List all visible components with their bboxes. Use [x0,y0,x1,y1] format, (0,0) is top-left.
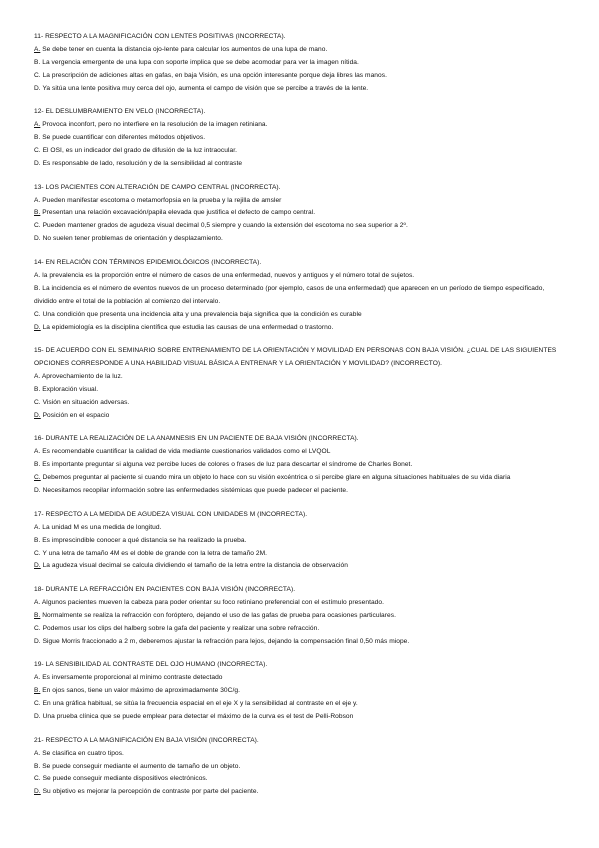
question-block [34,659,565,724]
answer-option [34,535,565,548]
answer-option [34,132,565,145]
question-block [34,509,565,574]
answer-option [34,560,565,573]
answer-option [34,672,565,685]
answer-text: Su objetivo es mejorar la percepción de contraste por parte del paciente. [40,788,259,796]
answer-option [34,410,565,423]
answer-option [34,371,565,384]
answer-option [34,207,565,220]
answer-letter: C. [34,147,41,155]
answer-option [34,748,565,761]
answer-option [34,446,565,459]
answer-option [34,233,565,246]
answer-text: la prevalencia es la proporción entre el número de casos de una enfermedad, nuevos y antiguos y el número total de sujetos. [40,271,415,279]
answer-option [34,472,565,485]
answer-text: Exploración visual. [40,385,99,393]
answer-text: Una prueba clínica que se puede emplear para detectar el máximo de la curva es el test de Pelli-Robson [40,713,354,721]
answer-option [34,623,565,636]
answer-text: Y una letra de tamaño 4M es el doble de grande con la letra de tamaño 2M. [40,549,268,557]
answer-letter: C. [34,71,41,79]
answer-letter: B. [34,284,41,292]
answer-option [34,322,565,335]
answer-option [34,485,565,498]
answer-text: Pueden mantener grados de agudeza visual decimal 0,5 siempre y cuando la extensión del escotoma no sea superior a 2º. [40,222,408,230]
answer-letter: A. [34,599,41,607]
question-block [34,433,565,498]
answer-text: En una gráfica habitual, se sitúa la frecuencia espacial en el eje X y la sensibilidad al contraste en el eje y. [40,700,358,708]
answer-letter: D. [34,487,41,495]
answer-text: Debemos preguntar al paciente si cuando mira un objeto lo hace con su visión excéntrica o si percibe glare en alguna situaciones habituales de su vida diaria [40,474,511,482]
answer-letter: C. [34,222,41,230]
question-title: 12- EL DESLUMBRAMIENTO EN VELO (INCORRECTA). [34,108,206,116]
answer-letter: D. [34,235,41,243]
answer-letter: C. [34,624,41,632]
answer-option [34,597,565,610]
question-block [34,735,565,800]
answer-option [34,761,565,774]
answer-text: Una condición que presenta una incidencia alta y una prevalencia baja significa que la condición es curable [40,310,362,318]
answer-letter: A. [34,674,41,682]
answer-text: La agudeza visual decimal se calcula dividiendo el tamaño de la letra entre la distancia de observación [40,562,348,570]
answer-text: Pueden manifestar escotoma o metamorfopsia en la prueba y la rejilla de amsler [40,196,282,204]
answer-option [34,548,565,561]
answer-letter: D. [34,84,41,92]
answer-letter: B. [34,385,41,393]
answer-letter: C. [34,310,41,318]
answer-option [34,636,565,649]
answer-option [34,711,565,724]
question-title: 17- RESPECTO A LA MEDIDA DE AGUDEZA VISUAL CON UNIDADES M (INCORRECTA). [34,510,308,518]
answer-text: La unidad M es una medida de longitud. [40,523,162,531]
answer-letter: A. [34,448,41,456]
answer-text: La vergencia emergente de una lupa con soporte implica que se debe acomodar para ver la imagen nítida. [40,58,359,66]
answer-text: Se puede conseguir mediante dispositivos electrónicos. [40,775,208,783]
answer-letter: A. [34,749,41,757]
answer-text: Podemos usar los clips del halberg sobre la gafa del paciente y realizar una sobre refracción. [40,624,320,632]
answer-letter: B. [34,536,41,544]
answer-text: Es importante preguntar si alguna vez percibe luces de colores o frases de luz para descartar el síndrome de Charles Bonet. [40,461,413,469]
question-block [34,31,565,96]
answer-letter-underlined: B. [34,611,41,619]
answer-letter: C. [34,549,41,557]
answer-option [34,397,565,410]
answer-letter: A. [34,196,41,204]
answer-option [34,685,565,698]
question-title: 18- DURANTE LA REFRACCIÓN EN PACIENTES CON BAJA VISIÓN (INCORRECTA). [34,586,296,594]
question-title: 19- LA SENSIBILIDAD AL CONTRASTE DEL OJO HUMANO (INCORRECTA). [34,661,268,669]
answer-option [34,610,565,623]
question-block [34,345,565,422]
answer-option [34,309,565,322]
question-title: 21- RESPECTO A LA MAGNIFICACIÓN EN BAJA VISIÓN (INCORRECTA). [34,736,259,744]
answer-letter: A. [34,523,41,531]
answer-letter: C. [34,398,41,406]
answer-option [34,158,565,171]
question-block [34,257,565,334]
question-title: 14- EN RELACIÓN CON TÉRMINOS EPIDEMIOLÓGICOS (INCORRECTA). [34,258,262,266]
answer-text: Aprovechamiento de la luz. [40,373,123,381]
answer-text: El OSI, es un indicador del grado de difusión de la luz intraocular. [40,147,237,155]
question-title: 16- DURANTE LA REALIZACIÓN DE LA ANAMNESIS EN UN PACIENTE DE BAJA VISIÓN (INCORRECTA). [34,435,359,443]
answer-option [34,195,565,208]
answer-text: Provoca inconfort, pero no interfiere en la resolución de la imagen retiniana. [40,121,268,129]
answer-text: Es recomendable cuantificar la calidad de vida mediante cuestionarios validados como el LVQOL [40,448,331,456]
answer-text: Sigue Morris fraccionado a 2 m, deberemos ajustar la refracción para lejos, dejando la compensación final 0,50 más miope. [40,637,410,645]
answer-option [34,83,565,96]
answer-option [34,522,565,535]
answer-option [34,220,565,233]
answer-text: Necesitamos recopilar información sobre las enfermedades sistémicas que puede padecer el paciente. [40,487,349,495]
answer-letter: B. [34,461,41,469]
answer-letter: D. [34,713,41,721]
answer-option [34,698,565,711]
answer-text: No suelen tener problemas de orientación y desplazamiento. [40,235,223,243]
question-title: 15- DE ACUERDO CON EL SEMINARIO SOBRE ENTRENAMIENTO DE LA ORIENTACIÓN Y MOVILIDAD EN PERSONAS CON BAJA VISIÓN. ¿CUAL DE LAS SIGUIENTES OPCIONES CORRESPONDE A UNA HABILIDAD VISUAL BÁSICA A ENTRENAR Y LA ORIENTACIÓN Y MOVILIDAD? (INCORRECTO). [34,347,557,368]
answer-letter: B. [34,762,41,770]
answer-option [34,773,565,786]
answer-text: Se puede cuantificar con diferentes métodos objetivos. [40,134,206,142]
answer-letter: D. [34,159,41,167]
answer-letter: C. [34,700,41,708]
answer-option [34,44,565,57]
question-title: 13- LOS PACIENTES CON ALTERACIÓN DE CAMPO CENTRAL (INCORRECTA). [34,183,281,191]
question-block [34,584,565,649]
answer-letter-underlined: A. [34,121,41,129]
answer-text: En ojos sanos, tiene un valor máximo de aproximadamente 30C/g. [40,687,240,695]
answer-letter: D. [34,637,41,645]
answer-text: Es imprescindible conocer a qué distancia se ha realizado la prueba. [40,536,247,544]
answer-text: Es inversamente proporcional al mínimo contraste detectado [40,674,223,682]
question-title: 11- RESPECTO A LA MAGNIFICACIÓN CON LENTES POSITIVAS (INCORRECTA). [34,33,286,40]
answer-text: Visión en situación adversas. [40,398,130,406]
answer-letter-underlined: B. [34,209,41,217]
answer-text: La prescripción de adiciones altas en gafas, en baja Visión, es una opción interesante porque deja libres las manos. [40,71,387,79]
answer-letter: A. [34,271,41,279]
answer-letter-underlined: D. [34,562,41,570]
answer-text: Presentan una relación excavación/papila elevada que justifica el defecto de campo central. [40,209,316,217]
answer-text: Ya sitúa una lente positiva muy cerca del ojo, aumenta el campo de visión que se percibe a través de la lente. [40,84,369,92]
answer-text: Normalmente se realiza la refracción con foróptero, dejando el uso de las gafas de prueba para ocasiones particulares. [40,611,396,619]
answer-letter-underlined: D. [34,323,41,331]
answer-text: Se clasifica en cuatro tipos. [40,749,124,757]
answer-letter: A. [34,373,41,381]
answer-option [34,57,565,70]
answer-letter-underlined: D. [34,411,41,419]
answer-option [34,119,565,132]
answer-letter-underlined: A. [34,45,41,53]
answer-letter: B. [34,58,41,66]
answer-letter-underlined: C. [34,474,41,482]
answer-option [34,786,565,799]
answer-option [34,270,565,283]
answer-option [34,70,565,83]
answer-letter: C. [34,775,41,783]
answer-text: Es responsable de lado, resolución y de la sensibilidad al contraste [40,159,243,167]
answer-letter-underlined: B. [34,687,41,695]
answer-text: La incidencia es el número de eventos nuevos de un proceso determinado (por ejemplo, casos de una enfermedad) que aparecen en un período de tiempo especificado, dividido entre el total de la población al comienzo del intervalo. [34,284,545,305]
answer-option [34,459,565,472]
answer-text: La epidemiología es la disciplina científica que estudia las causas de una enfermedad o trastorno. [40,323,334,331]
answer-text: Posición en el espacio [40,411,110,419]
answer-option [34,384,565,397]
question-block [34,182,565,247]
answer-letter: B. [34,134,41,142]
answer-text: Se debe tener en cuenta la distancia ojo-lente para calcular los aumentos de una lupa de mano. [40,45,328,53]
answer-letter-underlined: D. [34,788,41,796]
answer-text: Algunos pacientes mueven la cabeza para poder orientar su foco retiniano preferencial con el estímulo presentado. [40,599,384,607]
answer-option [34,145,565,158]
answer-text: Se puede conseguir mediante el aumento de tamaño de un objeto. [40,762,241,770]
question-block [34,106,565,171]
answer-option [34,283,565,309]
